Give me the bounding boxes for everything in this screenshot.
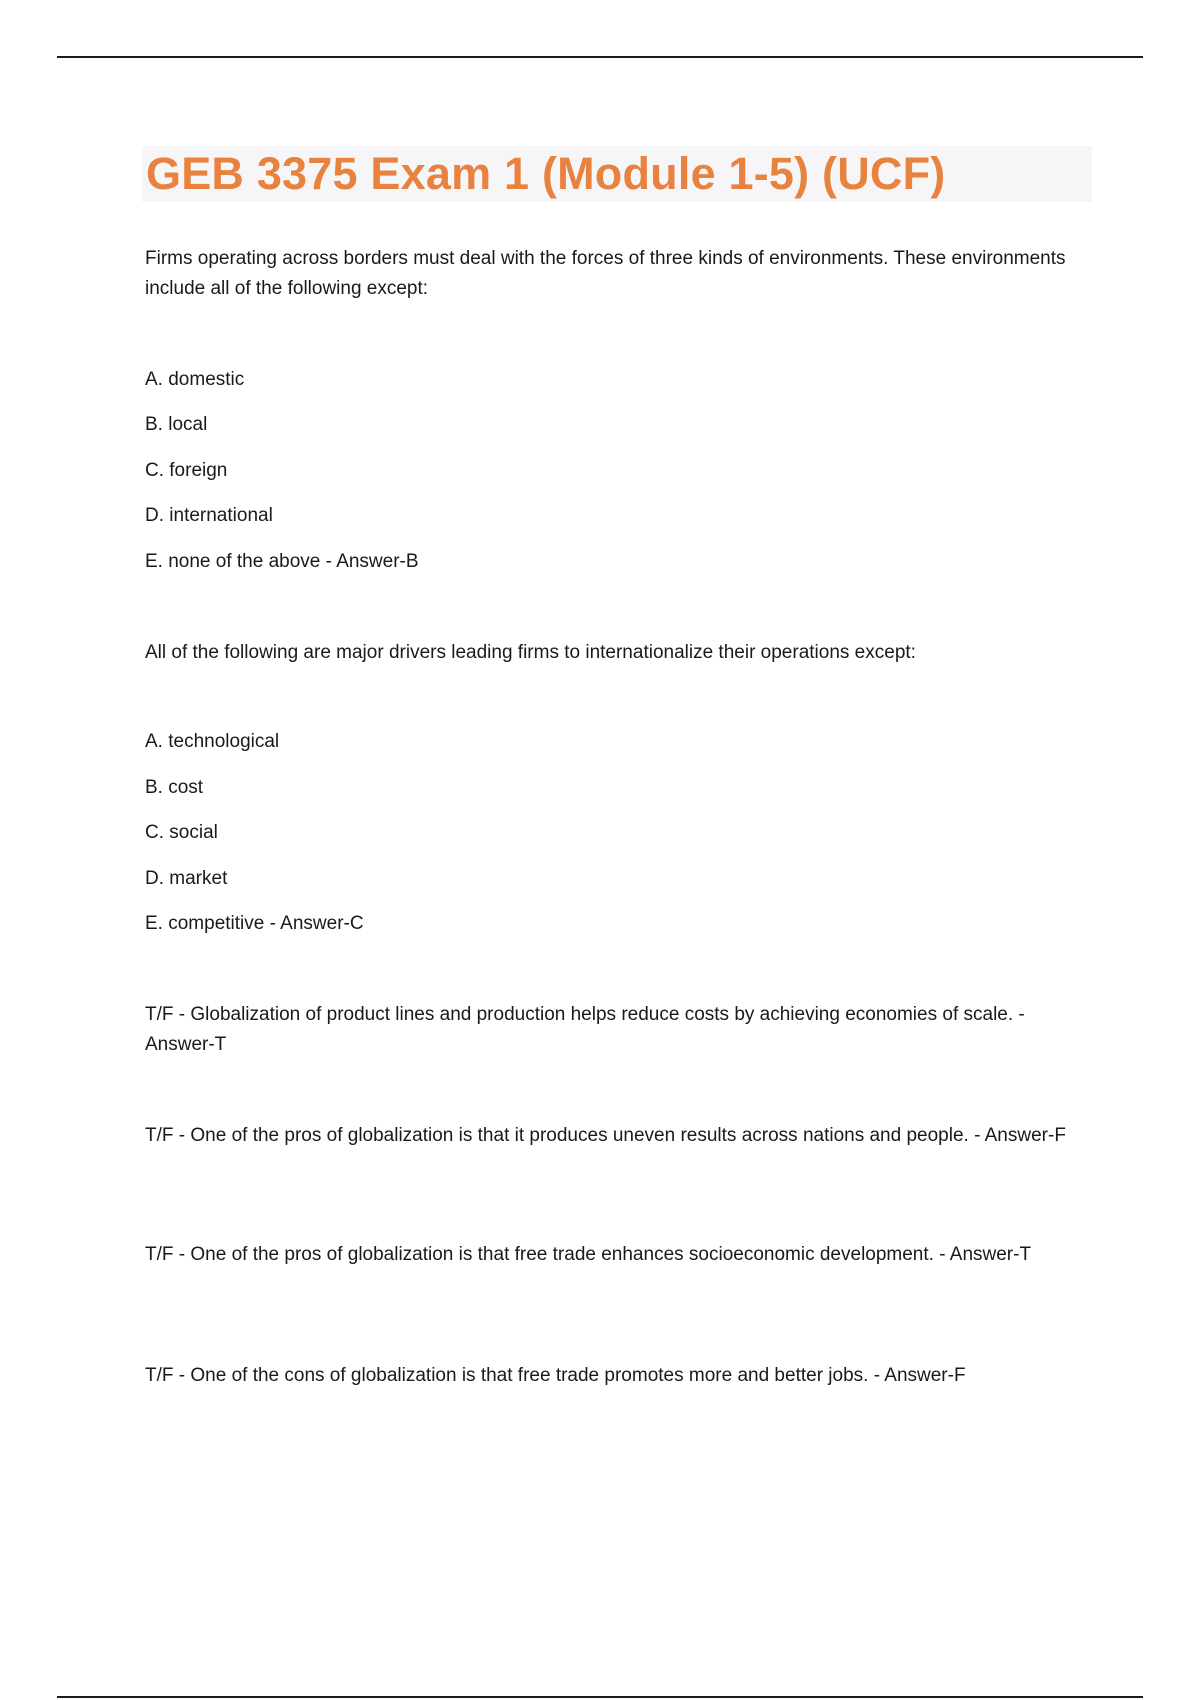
question-1-option-b: B. local bbox=[145, 414, 208, 435]
question-5-prompt: T/F - One of the pros of globalization is that free trade enhances socioeconomic development. - Answer-T bbox=[145, 1244, 1032, 1265]
title-band bbox=[142, 146, 1092, 202]
document-title: GEB 3375 Exam 1 (Module 1-5) (UCF) bbox=[146, 148, 946, 199]
question-1-option-e: E. none of the above - Answer-B bbox=[145, 551, 419, 572]
question-2-option-b: B. cost bbox=[145, 777, 204, 798]
question-4-prompt: T/F - One of the pros of globalization is that it produces uneven results across nations and people. - Answer-F bbox=[145, 1125, 1066, 1146]
question-2-option-a: A. technological bbox=[145, 731, 280, 752]
question-2-option-e: E. competitive - Answer-C bbox=[145, 913, 364, 934]
question-1-prompt: Firms operating across borders must deal with the forces of three kinds of environments. These environments include all of the following except: bbox=[145, 248, 1066, 299]
question-1-option-a: A. domestic bbox=[145, 369, 245, 390]
question-1-option-d: D. international bbox=[145, 505, 273, 526]
question-6-prompt: T/F - One of the cons of globalization is that free trade promotes more and better jobs. - Answer-F bbox=[145, 1365, 966, 1386]
question-1-option-c: C. foreign bbox=[145, 460, 228, 481]
bottom-rule bbox=[57, 1696, 1143, 1698]
question-2-option-c: C. social bbox=[145, 822, 218, 843]
top-rule bbox=[57, 56, 1143, 58]
question-3-prompt: T/F - Globalization of product lines and production helps reduce costs by achieving economies of scale. - Answer-T bbox=[145, 1004, 1025, 1055]
question-2-prompt: All of the following are major drivers leading firms to internationalize their operations except: bbox=[145, 642, 916, 663]
question-2-option-d: D. market bbox=[145, 868, 228, 889]
